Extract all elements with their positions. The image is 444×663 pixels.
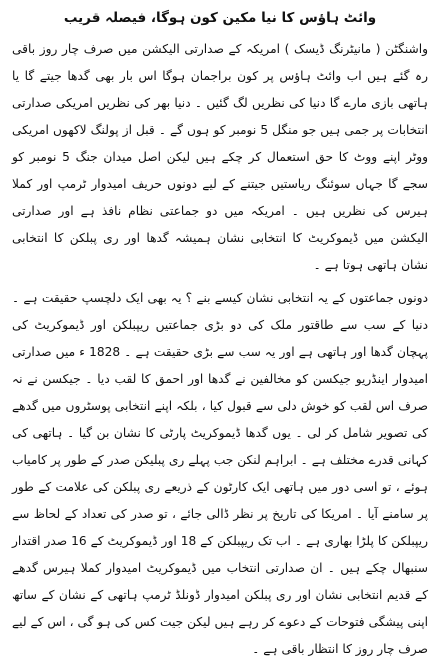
- article-paragraph-1: واشنگٹن ( مانیٹرنگ ڈیسک ) امریکہ کے صدارتی الیکشن میں صرف چار روز باقی رہ گئے ہیں اب وائٹ ہاؤس پر کون براجمان ہوگا اس بار بھی گدھا جیتے گا یا ہاتھی بازی مارے گا دنیا کی نظریں لگ گئیں ۔ دنیا بھر کی نظریں امریکی صدارتی انتخابات پر جمی ہیں جو منگل 5 نومبر کو ہوں گے ۔ قبل از پولنگ لاکھوں امریکی ووٹر اپنے ووٹ کا حق استعمال کر چکے ہیں لیکن اصل میدان جنگ 5 نومبر کو سجے گا جہاں سوئنگ ریاستیں جیتنے کے لیے دونوں حریف امیدوار ٹرمپ اور کملا ہیرس کی نظریں ہیں ۔ امریکہ میں دو جماعتی نظام نافذ ہے اور صدارتی الیکشن میں ڈیموکریٹ کا انتخابی نشان ہمیشہ گدھا اور ری پبلکن کا انتخابی نشان ہاتھی ہوتا ہے ۔: [12, 42, 429, 272]
- article-headline: وائٹ ہاؤس کا نیا مکین کون ہوگا، فیصلہ قریب: [63, 10, 377, 26]
- article-paragraph-2: دونوں جماعتوں کے یہ انتخابی نشان کیسے بنے ؟ یہ بھی ایک دلچسپ حقیقت ہے ۔ دنیا کے سب سے طاقتور ملک کی دو بڑی جماعتیں ریپبلکن اور ڈیموکریٹ کی پہچان گدھا اور ہاتھی ہے اور یہ سب سے بڑی حقیقت ہے ۔ 1828 ء میں صدارتی امیدوار اینڈریو جیکسن کو مخالفین نے گدھا اور احمق کا لقب دیا ۔ جیکسن نے نہ صرف اس لقب کو خوش دلی سے قبول کیا ، بلکہ اپنے انتخابی پوسٹروں میں گدھے کی تصویر شامل کر لی ۔ یوں گدھا ڈیموکریٹ پارٹی کا نشان بن گیا ۔ ہاتھی کی کہانی قدرے مختلف ہے ۔ ابراہم لنکن جب پہلے ری پبلیکن صدر کے طور پر کامیاب ہوئے ، تو اسی دور میں ہاتھی ایک کارٹون کے ذریعے ری پبلکن کی علامت کے طور پر سامنے آیا ۔ امریکا کی تاریخ پر نظر ڈالی جائے ، تو صدر کی تعداد کے لحاظ سے ریپبلکن کا پلڑا بھاری ہے ۔ اب تک ریپبلکن کے 18 اور ڈیموکریٹ کے 16 صدر اقتدار سنبھال چکے ہیں ۔ ان صدارتی انتخاب میں ڈیموکریٹ امیدوار کملا ہیرس گدھے کے قدیم انتخابی نشان اور ری پبلکن امیدوار ڈونلڈ ٹرمپ ہاتھی کے نشان کے ساتھ اپنی پیشگی فتوحات کے دعوے کر رہے ہیں لیکن جیت کس کی ہو گی ، اس کے لیے صرف چار روز کا انتظار باقی ہے ۔: [12, 291, 429, 656]
